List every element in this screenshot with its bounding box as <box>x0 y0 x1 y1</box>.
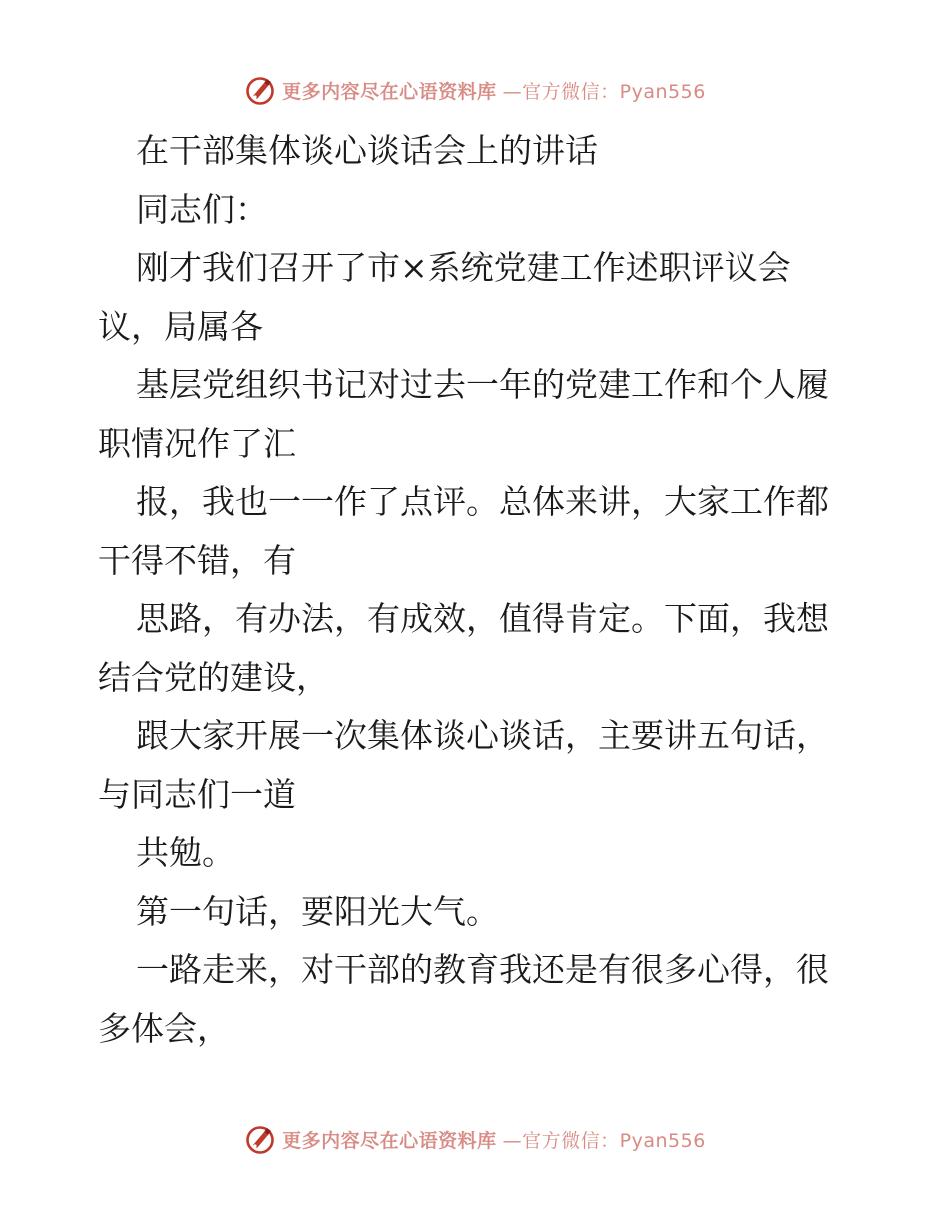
paragraph-line: 一路走来，对干部的教育我还是有很多心得，很 <box>136 950 829 989</box>
paragraph-line: 报，我也一一作了点评。总体来讲，大家工作都 <box>136 482 829 521</box>
section-heading: 第一句话，要阳光大气。 <box>136 891 499 931</box>
header-banner <box>0 70 950 110</box>
document-body <box>98 122 858 1058</box>
paragraph-line: 思路，有办法，有成效，值得肯定。下面，我想 <box>136 599 829 638</box>
paragraph-line: 多体会， <box>98 1008 230 1048</box>
paragraph-line: 共勉。 <box>136 833 235 872</box>
paragraph-line: 刚才我们召开了市×系统党建工作述职评议会 <box>136 248 791 287</box>
pen-logo-icon <box>244 74 276 106</box>
paragraph-line: 结合党的建设， <box>98 657 329 697</box>
banner-sub-text: —官方微信：Pyan556 <box>502 1129 706 1152</box>
footer-banner <box>0 1119 950 1159</box>
banner-sub-text: —官方微信：Pyan556 <box>502 80 706 103</box>
paragraph-line: 干得不错，有 <box>98 540 296 580</box>
paragraph-line: 职情况作了汇 <box>98 423 296 463</box>
paragraph-line: 跟大家开展一次集体谈心谈话，主要讲五句话， <box>136 716 829 755</box>
pen-logo-icon <box>244 1123 276 1155</box>
doc-title: 在干部集体谈心谈话会上的讲话 <box>136 131 598 170</box>
banner-main-text: 更多内容尽在心语资料库 <box>282 1129 497 1152</box>
salutation: 同志们： <box>136 189 268 229</box>
paragraph-line: 与同志们一道 <box>98 774 296 814</box>
paragraph-line: 议，局属各 <box>98 306 263 346</box>
paragraph-line: 基层党组织书记对过去一年的党建工作和个人履 <box>136 365 829 404</box>
banner-main-text: 更多内容尽在心语资料库 <box>282 80 497 103</box>
